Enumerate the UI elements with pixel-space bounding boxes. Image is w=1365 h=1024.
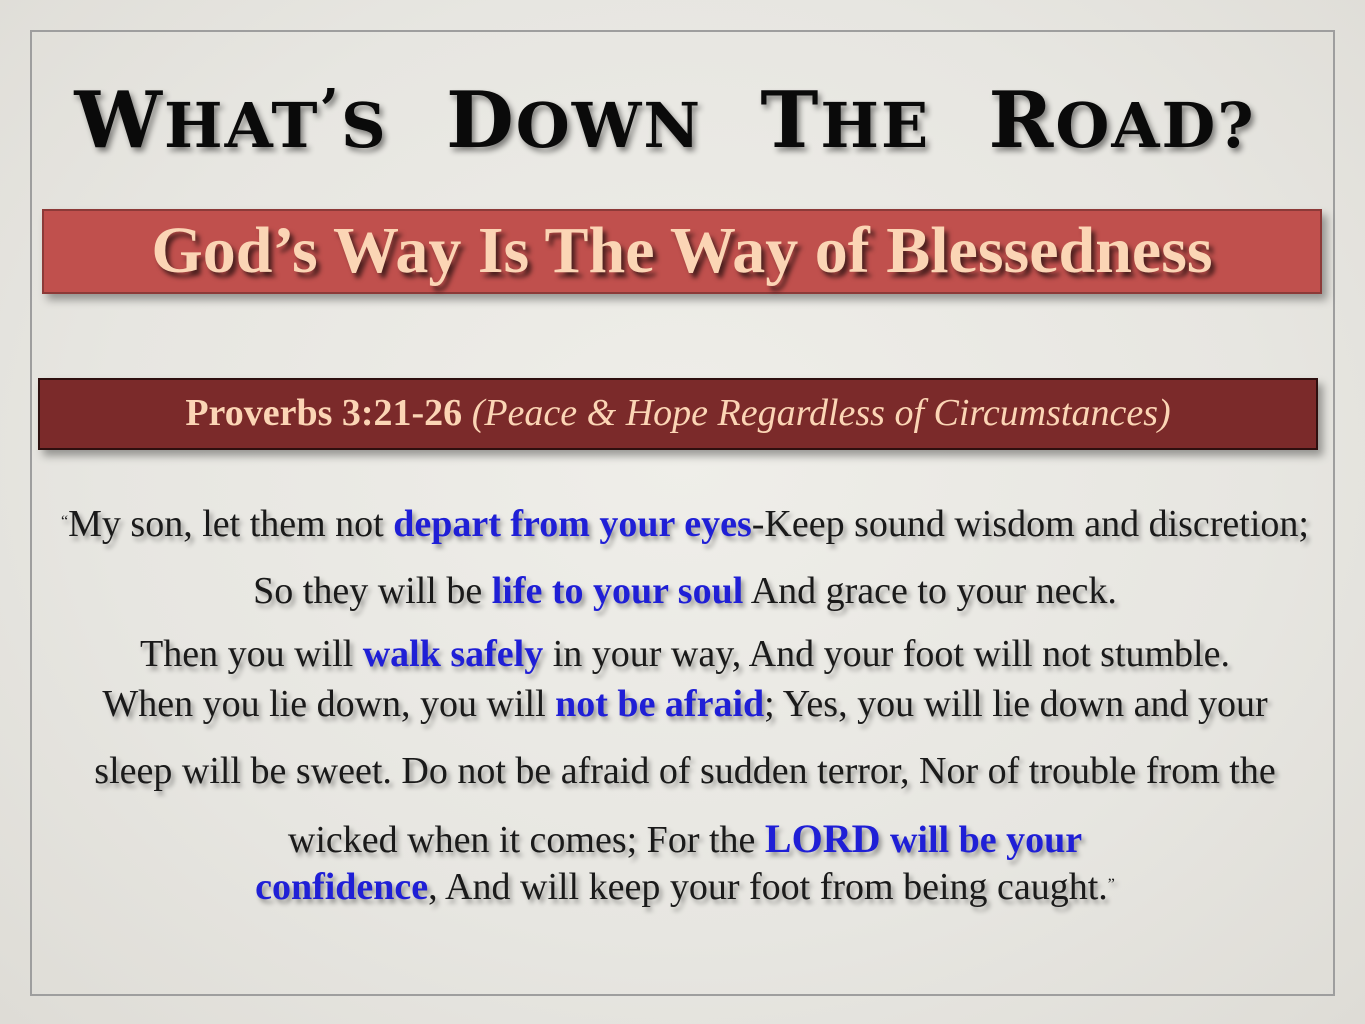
- verse-highlight: will be your: [880, 819, 1083, 861]
- open-quote: “: [61, 513, 69, 530]
- reference-subtitle: (Peace & Hope Regardless of Circumstances): [471, 392, 1171, 434]
- title-letter: R: [988, 75, 1056, 166]
- verse-paragraph: [60, 860, 1310, 912]
- verse-highlight: life to your soul: [491, 570, 744, 612]
- slide-title: [0, 62, 1330, 174]
- verse-segment: -Keep sound wisdom and discretion; So they will be: [253, 503, 1309, 612]
- verse-paragraph: [60, 488, 1310, 625]
- reference-citation: Proverbs 3:21-26: [185, 392, 463, 434]
- title-letter: T: [760, 75, 821, 166]
- close-quote: ”: [1107, 876, 1115, 893]
- title-letter: D: [446, 75, 516, 166]
- verse-segment: My son, let them not: [68, 503, 394, 545]
- verse-highlight: not be afraid: [555, 683, 765, 725]
- verse-segment: When you lie down, you will: [102, 683, 556, 725]
- title-letters: HE: [820, 89, 931, 162]
- verse-segment: in your way, And your foot will not stumble.: [543, 633, 1230, 675]
- verse-paragraph: [60, 671, 1310, 874]
- verse-segment: And grace to your neck.: [743, 570, 1117, 612]
- verse-highlight: depart from your eyes: [393, 503, 752, 545]
- title-letters: OWN: [515, 89, 703, 162]
- title-letters: S: [340, 89, 388, 162]
- banner-text: God’s Way Is The Way of Blessedness: [151, 214, 1213, 287]
- verse-segment: Then you will: [140, 633, 363, 675]
- banner: [42, 209, 1322, 294]
- verse-segment: ; Yes, you will lie down and your sleep will be sweet. Do not be afraid of sudden terror, Nor of trouble from the wicked when it comes; For the: [94, 683, 1276, 861]
- title-apostrophe: ’: [319, 77, 341, 143]
- verse-highlight: LORD: [764, 816, 881, 861]
- title-letter: W: [74, 75, 165, 166]
- verse-highlight: confidence: [255, 866, 429, 908]
- verse-text: [60, 488, 1310, 912]
- scripture-reference: [38, 378, 1318, 450]
- verse-highlight: walk safely: [362, 633, 544, 675]
- verse-segment: , And will keep your foot from being caught.: [428, 866, 1108, 908]
- title-letters: HAT: [164, 89, 320, 162]
- title-letters: OAD?: [1055, 89, 1256, 162]
